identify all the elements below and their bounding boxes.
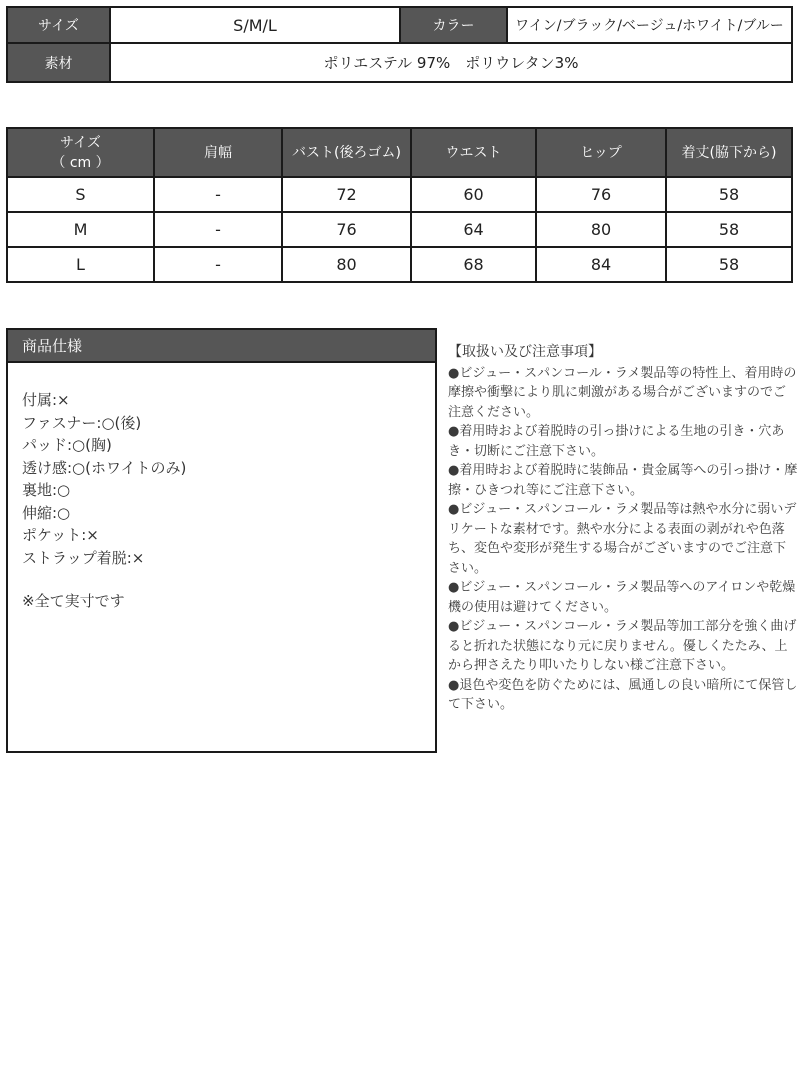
size-chart-row-s-hip: 76 bbox=[537, 178, 665, 211]
spec-item-pad: パッド:○(胸) bbox=[22, 436, 112, 454]
size-chart-row-l-length: 58 bbox=[667, 248, 791, 281]
size-chart-header-waist: ウエスト bbox=[412, 129, 535, 176]
size-chart-row-m-length: 58 bbox=[667, 213, 791, 246]
size-chart-row-m-shoulder: - bbox=[155, 213, 281, 246]
size-chart-header-shoulder: 肩幅 bbox=[155, 129, 281, 176]
care-note-iron-dryer: ●ビジュー・スパンコール・ラメ製品等へのアイロンや乾燥機の使用は避けてください。 bbox=[448, 580, 796, 615]
material-value-cell: ポリエステル 97% ポリウレタン3% bbox=[111, 44, 791, 81]
spec-item-strap: ストラップ着脱:× bbox=[22, 548, 145, 567]
spec-item-pocket: ポケット:× bbox=[22, 526, 99, 544]
size-chart-header-length: 着丈(脇下から) bbox=[667, 129, 791, 176]
size-chart-row-s-length: 58 bbox=[667, 178, 791, 211]
size-chart-row-m-waist: 64 bbox=[412, 213, 535, 246]
care-note-snagging: ●着用時および着脱時の引っ掛けによる生地の引き・穴あき・切断にご注意下さい。 bbox=[448, 424, 785, 459]
size-value-cell: S/M/L bbox=[111, 8, 399, 42]
size-chart-row-l-waist: 68 bbox=[412, 248, 535, 281]
size-chart-header-size-cm bbox=[8, 129, 153, 176]
spec-measurement-note: ※全て実寸です bbox=[22, 592, 125, 610]
size-chart-header-size-line1: サイズ bbox=[60, 134, 101, 151]
size-chart-table bbox=[6, 127, 793, 283]
care-note-friction: ●ビジュー・スパンコール・ラメ製品等の特性上、着用時の摩擦や衝撃により肌に刺激がある場合がございますのでご注意ください。 bbox=[448, 365, 797, 420]
product-spec-list bbox=[8, 363, 435, 613]
product-info-table bbox=[6, 6, 793, 83]
size-chart-row-s-size: S bbox=[8, 178, 153, 211]
spec-item-accessory: 付属:× bbox=[22, 391, 70, 409]
size-chart-row-s-shoulder: - bbox=[155, 178, 281, 211]
care-note-storage: ●退色や変色を防ぐためには、風通しの良い暗所にて保管して下さい。 bbox=[448, 677, 798, 712]
material-label-cell: 素材 bbox=[8, 44, 109, 81]
size-chart-row-l-shoulder: - bbox=[155, 248, 281, 281]
care-notes-section bbox=[448, 343, 798, 715]
size-chart-row-m-hip: 80 bbox=[537, 213, 665, 246]
care-note-heat-moisture: ●ビジュー・スパンコール・ラメ製品等は熱や水分に弱いデリケートな素材です。熱や水分による表面の剥がれや色落ち、変色や変形が発生する場合がございますのでご注意下さい。 bbox=[448, 502, 797, 576]
size-chart-header-hip: ヒップ bbox=[537, 129, 665, 176]
color-value-cell: ワイン/ブラック/ベージュ/ホワイト/ブルー bbox=[508, 8, 791, 42]
size-chart-row-l-bust: 80 bbox=[283, 248, 410, 281]
care-note-bending: ●ビジュー・スパンコール・ラメ製品等加工部分を強く曲げると折れた状態になり元に戻りません。優しくたたみ、上から押さえたり叩いたりしない様ご注意下さい。 bbox=[448, 619, 797, 673]
spec-item-sheerness: 透け感:○(ホワイトのみ) bbox=[22, 458, 187, 477]
size-chart-row-s-waist: 60 bbox=[412, 178, 535, 211]
spec-item-stretch: 伸縮:○ bbox=[22, 503, 71, 522]
spec-item-fastener: ファスナー:○(後) bbox=[22, 413, 142, 432]
product-spec-title: 商品仕様 bbox=[8, 330, 435, 363]
size-chart-row-m-size: M bbox=[8, 213, 153, 246]
care-notes-title: 【取扱い及び注意事項】 bbox=[448, 344, 602, 360]
size-chart-header-bust: バスト(後ろゴム) bbox=[283, 129, 410, 176]
size-chart-row-l-size: L bbox=[8, 248, 153, 281]
size-chart-row-m-bust: 76 bbox=[283, 213, 410, 246]
size-chart-row-l-hip: 84 bbox=[537, 248, 665, 281]
color-label-cell: カラー bbox=[401, 8, 506, 42]
size-chart-header-size-line2: （ cm ） bbox=[51, 154, 110, 171]
spec-item-lining: 裏地:○ bbox=[22, 481, 71, 499]
size-chart-row-s-bust: 72 bbox=[283, 178, 410, 211]
care-note-jewelry: ●着用時および着脱時に装飾品・貴金属等への引っ掛け・摩擦・ひきつれ等にご注意下さい。 bbox=[448, 463, 798, 498]
product-spec-box bbox=[6, 328, 437, 753]
size-label-cell: サイズ bbox=[8, 8, 109, 42]
